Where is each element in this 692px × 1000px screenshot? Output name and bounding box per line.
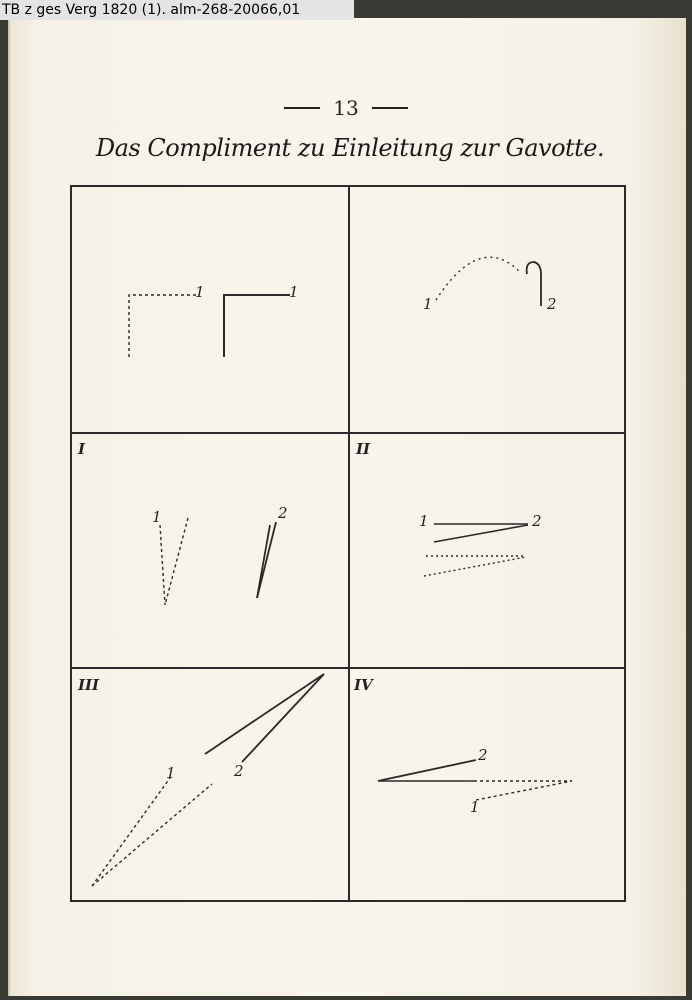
panel-0-label-a: 1 — [195, 283, 205, 301]
panel-IV-figure — [378, 760, 572, 800]
panel-I-label-b: 2 — [278, 504, 288, 522]
viewer-title-label: TB z ges Verg 1820 (1). alm-268-20066,01 — [0, 0, 354, 20]
panel-1-figure — [436, 257, 541, 306]
panel-1-label-a: 1 — [423, 295, 433, 313]
panel-II-label-a: 1 — [419, 512, 429, 530]
panel-roman-I: I — [78, 440, 86, 458]
panel-III-figure — [92, 674, 324, 886]
panel-I-figure — [160, 518, 276, 605]
panel-III-label-a: 1 — [166, 764, 176, 782]
panel-0-figure — [129, 295, 290, 357]
panel-IV-label-a: 2 — [478, 746, 488, 764]
panel-II-figure — [424, 524, 528, 576]
page-number: 13 — [284, 96, 408, 120]
panel-1-label-b: 2 — [547, 295, 557, 313]
panel-I-label-a: 1 — [152, 508, 162, 526]
panel-III-label-b: 2 — [234, 762, 244, 780]
panel-roman-IV: IV — [354, 676, 373, 694]
panel-II-label-b: 2 — [532, 512, 542, 530]
panel-0-label-b: 1 — [289, 283, 299, 301]
panel-roman-II: II — [356, 440, 371, 458]
panel-IV-label-b: 1 — [470, 798, 480, 816]
page-title: Das Compliment zu Einleitung zur Gavotte. — [95, 134, 605, 162]
panel-roman-III: III — [78, 676, 100, 694]
